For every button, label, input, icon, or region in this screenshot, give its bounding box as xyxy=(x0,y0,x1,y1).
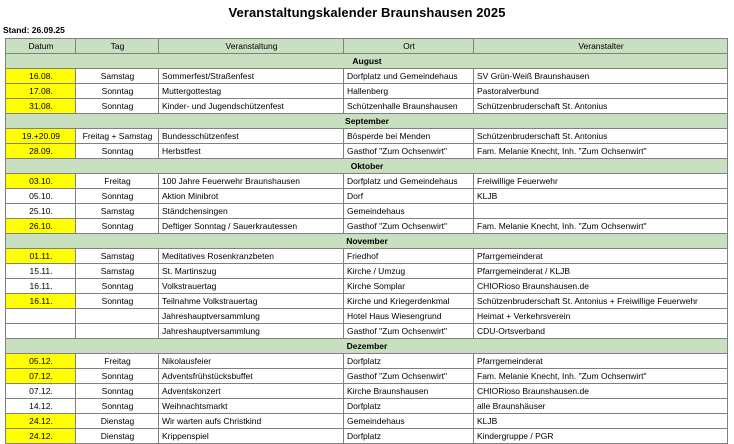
month-label: Oktober xyxy=(6,159,728,174)
event-location: Gemeindehaus xyxy=(344,414,474,429)
month-separator-row xyxy=(6,234,728,249)
event-location: Bösperde bei Menden xyxy=(344,129,474,144)
table-header-row xyxy=(6,39,728,54)
table-row xyxy=(6,249,728,264)
event-weekday: Sonntag xyxy=(76,84,159,99)
event-name: Ständchensingen xyxy=(159,204,344,219)
event-weekday: Freitag xyxy=(76,354,159,369)
event-weekday: Dienstag xyxy=(76,414,159,429)
table-row xyxy=(6,174,728,189)
event-organizer: CHIORioso Braunshausen.de xyxy=(474,384,728,399)
event-location: Gasthof "Zum Ochsenwirt" xyxy=(344,219,474,234)
event-date xyxy=(6,309,76,324)
event-location: Gasthof "Zum Ochsenwirt" xyxy=(344,144,474,159)
event-name: Adventskonzert xyxy=(159,384,344,399)
event-date: 14.12. xyxy=(6,399,76,414)
event-name: Meditatives Rosenkranzbeten xyxy=(159,249,344,264)
column-header-veranstalter: Veranstalter xyxy=(474,39,728,54)
event-organizer: CDU-Ortsverband xyxy=(474,324,728,339)
event-date: 03.10. xyxy=(6,174,76,189)
event-weekday: Dienstag xyxy=(76,429,159,444)
event-name: Sommerfest/Straßenfest xyxy=(159,69,344,84)
event-location: Gemeindehaus xyxy=(344,204,474,219)
table-row xyxy=(6,354,728,369)
table-row xyxy=(6,99,728,114)
table-row xyxy=(6,144,728,159)
event-weekday: Sonntag xyxy=(76,144,159,159)
event-weekday: Sonntag xyxy=(76,294,159,309)
event-location: Dorfplatz und Gemeindehaus xyxy=(344,69,474,84)
event-name: Weihnachtsmarkt xyxy=(159,399,344,414)
event-weekday xyxy=(76,324,159,339)
event-date: 26.10. xyxy=(6,219,76,234)
table-row xyxy=(6,84,728,99)
event-organizer: alle Braunshäuser xyxy=(474,399,728,414)
event-weekday: Samstag xyxy=(76,204,159,219)
event-date: 19.+20.09 xyxy=(6,129,76,144)
event-location: Dorfplatz xyxy=(344,429,474,444)
event-name: Krippenspiel xyxy=(159,429,344,444)
event-organizer: Fam. Melanie Knecht, Inh. "Zum Ochsenwirt" xyxy=(474,144,728,159)
table-row xyxy=(6,69,728,84)
column-header-veranstaltung: Veranstaltung xyxy=(159,39,344,54)
event-location: Dorfplatz und Gemeindehaus xyxy=(344,174,474,189)
event-weekday: Freitag + Samstag xyxy=(76,129,159,144)
table-row xyxy=(6,414,728,429)
event-date: 16.08. xyxy=(6,69,76,84)
event-weekday: Sonntag xyxy=(76,99,159,114)
event-location: Dorfplatz xyxy=(344,354,474,369)
event-name: Aktion Minibrot xyxy=(159,189,344,204)
event-location: Kirche Somplar xyxy=(344,279,474,294)
event-location: Hotel Haus Wiesengrund xyxy=(344,309,474,324)
event-location: Kirche und Kriegerdenkmal xyxy=(344,294,474,309)
event-weekday: Samstag xyxy=(76,249,159,264)
event-organizer: Schützenbruderschaft St. Antonius + Freiwillige Feuerwehr xyxy=(474,294,728,309)
event-name: Jahreshauptversammlung xyxy=(159,324,344,339)
event-date: 16.11. xyxy=(6,294,76,309)
column-header-datum: Datum xyxy=(6,39,76,54)
table-row xyxy=(6,384,728,399)
table-row xyxy=(6,294,728,309)
month-label: September xyxy=(6,114,728,129)
event-name: Adventsfrühstücksbuffet xyxy=(159,369,344,384)
table-row xyxy=(6,309,728,324)
table-row xyxy=(6,189,728,204)
event-name: Kinder- und Jugendschützenfest xyxy=(159,99,344,114)
event-organizer xyxy=(474,204,728,219)
event-location: Kirche Braunshausen xyxy=(344,384,474,399)
month-label: Dezember xyxy=(6,339,728,354)
event-date: 01.11. xyxy=(6,249,76,264)
event-date: 25.10. xyxy=(6,204,76,219)
event-name: Muttergottestag xyxy=(159,84,344,99)
event-weekday: Sonntag xyxy=(76,369,159,384)
event-organizer: Pfarrgemeinderat xyxy=(474,354,728,369)
event-date: 16.11. xyxy=(6,279,76,294)
table-row xyxy=(6,399,728,414)
event-location: Gasthof "Zum Ochsenwirt" xyxy=(344,369,474,384)
event-date: 17.08. xyxy=(6,84,76,99)
event-location: Gasthof "Zum Ochsenwirt" xyxy=(344,324,474,339)
event-name: Jahreshauptversammlung xyxy=(159,309,344,324)
table-row xyxy=(6,369,728,384)
event-date: 28.09. xyxy=(6,144,76,159)
event-name: Volkstrauertag xyxy=(159,279,344,294)
event-weekday: Sonntag xyxy=(76,279,159,294)
event-weekday: Sonntag xyxy=(76,399,159,414)
event-weekday xyxy=(76,309,159,324)
event-name: St. Martinszug xyxy=(159,264,344,279)
event-weekday: Sonntag xyxy=(76,219,159,234)
event-organizer: Schützenbruderschaft St. Antonius xyxy=(474,129,728,144)
event-organizer: Heimat + Verkehrsverein xyxy=(474,309,728,324)
event-date: 24.12. xyxy=(6,414,76,429)
month-separator-row xyxy=(6,339,728,354)
event-weekday: Samstag xyxy=(76,264,159,279)
column-header-ort: Ort xyxy=(344,39,474,54)
event-weekday: Sonntag xyxy=(76,384,159,399)
event-location: Kirche / Umzug xyxy=(344,264,474,279)
stand-date: Stand: 26.09.25 xyxy=(3,25,65,35)
event-organizer: KLJB xyxy=(474,189,728,204)
month-separator-row xyxy=(6,114,728,129)
column-header-tag: Tag xyxy=(76,39,159,54)
event-location: Hallenberg xyxy=(344,84,474,99)
event-location: Dorf xyxy=(344,189,474,204)
event-date: 07.12. xyxy=(6,369,76,384)
event-organizer: CHIORioso Braunshausen.de xyxy=(474,279,728,294)
event-name: Nikolausfeier xyxy=(159,354,344,369)
event-organizer: Kindergruppe / PGR xyxy=(474,429,728,444)
event-organizer: Pfarrgemeinderat / KLJB xyxy=(474,264,728,279)
events-table xyxy=(5,38,728,444)
event-date: 05.12. xyxy=(6,354,76,369)
event-organizer: SV Grün-Weiß Braunshausen xyxy=(474,69,728,84)
month-separator-row xyxy=(6,54,728,69)
event-weekday: Freitag xyxy=(76,174,159,189)
event-location: Friedhof xyxy=(344,249,474,264)
event-organizer: Pfarrgemeinderat xyxy=(474,249,728,264)
event-date: 31.08. xyxy=(6,99,76,114)
event-name: Herbstfest xyxy=(159,144,344,159)
event-organizer: Fam. Melanie Knecht, Inh. "Zum Ochsenwirt" xyxy=(474,219,728,234)
event-organizer: Freiwillige Feuerwehr xyxy=(474,174,728,189)
event-name: Teilnahme Volkstrauertag xyxy=(159,294,344,309)
event-organizer: Pastoralverbund xyxy=(474,84,728,99)
table-row xyxy=(6,279,728,294)
event-date: 05.10. xyxy=(6,189,76,204)
event-weekday: Sonntag xyxy=(76,189,159,204)
table-row xyxy=(6,429,728,444)
event-date: 15.11. xyxy=(6,264,76,279)
event-weekday: Samstag xyxy=(76,69,159,84)
table-row xyxy=(6,219,728,234)
event-name: Deftiger Sonntag / Sauerkrautessen xyxy=(159,219,344,234)
table-row xyxy=(6,264,728,279)
month-label: August xyxy=(6,54,728,69)
event-date xyxy=(6,324,76,339)
table-row xyxy=(6,204,728,219)
event-organizer: Schützenbruderschaft St. Antonius xyxy=(474,99,728,114)
month-label: November xyxy=(6,234,728,249)
event-date: 07.12. xyxy=(6,384,76,399)
table-row xyxy=(6,129,728,144)
page-title: Veranstaltungskalender Braunshausen 2025 xyxy=(228,5,506,20)
event-name: 100 Jahre Feuerwehr Braunshausen xyxy=(159,174,344,189)
event-location: Dorfplatz xyxy=(344,399,474,414)
table-body xyxy=(6,54,728,444)
event-date: 24.12. xyxy=(6,429,76,444)
event-name: Bundesschützenfest xyxy=(159,129,344,144)
table-row xyxy=(6,324,728,339)
event-organizer: Fam. Melanie Knecht, Inh. "Zum Ochsenwirt" xyxy=(474,369,728,384)
event-organizer: KLJB xyxy=(474,414,728,429)
event-location: Schützenhalle Braunshausen xyxy=(344,99,474,114)
month-separator-row xyxy=(6,159,728,174)
event-name: Wir warten aufs Christkind xyxy=(159,414,344,429)
